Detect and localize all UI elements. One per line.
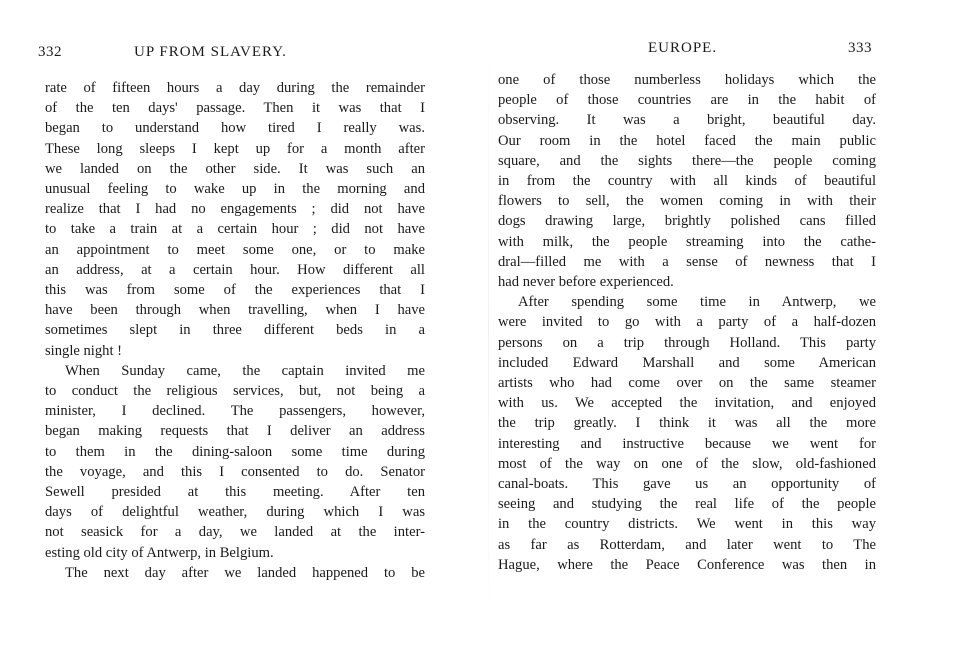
text-line: single night ! (45, 342, 123, 359)
text-line: dogs drawing large, brightly polished cans filled (498, 213, 876, 230)
text-line: flowers to sell, the women coming in with their (498, 193, 876, 210)
text-line: Sewell presided at this meeting. After ten (45, 484, 425, 501)
text-line: When Sunday came, the captain invited me (65, 362, 425, 379)
text-line: The next day after we landed happened to be (65, 564, 425, 581)
text-line: not seasick for a day, we landed at the inter- (45, 524, 425, 541)
page-number: 333 (848, 40, 872, 56)
text-line: in the country districts. We went in this way (498, 516, 876, 533)
text-line: sometimes slept in three different beds in a (45, 322, 425, 339)
body-text (498, 70, 876, 575)
text-line: an appointment to meet some one, or to make (45, 241, 425, 258)
text-line: esting old city of Antwerp, in Belgium. (45, 544, 274, 561)
text-line: Hague, where the Peace Conference was then in (498, 556, 876, 573)
text-line: These long sleeps I kept up for a month after (45, 140, 425, 157)
text-line: people of those countries are in the habit of (498, 92, 876, 109)
text-line: rate of fifteen hours a day during the remainder (45, 80, 425, 96)
text-line: in from the country with all kinds of beautiful (498, 173, 876, 190)
text-line: this was from some of the experiences that I (45, 282, 425, 299)
text-line: an address, at a certain hour. How different all (45, 261, 425, 278)
text-line: interesting and instructive because we went for (498, 435, 876, 452)
text-line: of the ten days' passage. Then it was that I (45, 100, 425, 117)
text-line: were invited to go with a party of a half-dozen (498, 314, 876, 331)
text-line: observing. It was a bright, beautiful day. (498, 112, 876, 129)
text-line: dral—filled me with a sense of newness that I (498, 253, 876, 270)
text-line: persons on a trip through Holland. This party (498, 334, 876, 351)
text-line: began to understand how tired I really was. (45, 120, 425, 137)
text-line: as far as Rotterdam, and later went to The (498, 536, 876, 553)
text-line: the voyage, and this I consented to do. Senator (45, 463, 425, 480)
text-line: have been through when travelling, when I have (45, 302, 425, 319)
text-line: Our room in the hotel faced the main public (498, 132, 876, 149)
text-line: included Edward Marshall and some American (498, 354, 876, 371)
page-number: 332 (38, 44, 62, 60)
text-line: days of delightful weather, during which I was (45, 504, 425, 521)
text-line: to conduct the religious services, but, not being a (45, 383, 425, 400)
running-head: UP FROM SLAVERY. (134, 44, 287, 60)
text-line: most of the way on one of the slow, old-fashioned (498, 455, 876, 472)
text-line: with us. We accepted the invitation, and enjoyed (498, 395, 876, 412)
text-line: seeing and studying the real life of the people (498, 496, 876, 513)
text-line: canal-boats. This gave us an opportunity of (498, 476, 876, 493)
right-page (490, 0, 980, 647)
text-line: began making requests that I deliver an address (45, 423, 425, 440)
text-line: to them in the dining-saloon some time during (45, 443, 425, 460)
text-line: we landed on the other side. It was such an (45, 160, 425, 177)
text-line: had never before experienced. (498, 274, 674, 291)
text-line: minister, I declined. The passengers, however, (45, 403, 425, 420)
text-line: artists who had come over on the same steamer (498, 375, 876, 392)
text-line: to take a train at a certain hour ; did not have (45, 221, 425, 238)
text-line: square, and the sights there—the people coming (498, 152, 876, 169)
body-text (45, 78, 425, 583)
text-line: unusual feeling to wake up in the morning and (45, 181, 425, 198)
running-head: EUROPE. (648, 40, 718, 56)
text-line: with milk, the people streaming into the cathe- (498, 233, 876, 250)
text-line: realize that I had no engagements ; did not have (45, 201, 425, 218)
text-line: After spending some time in Antwerp, we (518, 294, 876, 311)
text-line: the trip greatly. I think it was all the more (498, 415, 876, 432)
text-line: one of those numberless holidays which the (498, 72, 876, 88)
